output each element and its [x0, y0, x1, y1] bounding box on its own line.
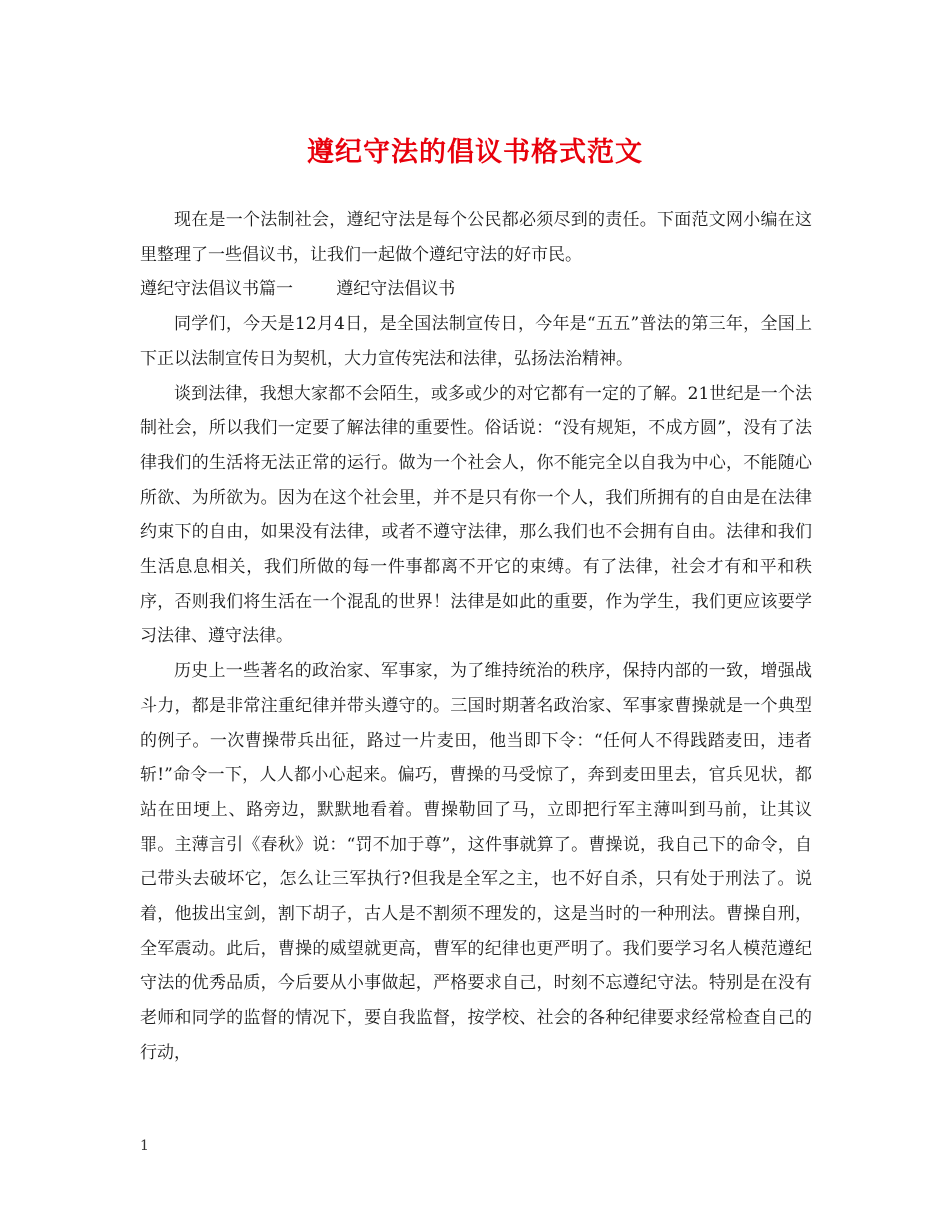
- document-body: [140, 203, 812, 1071]
- section-heading: [140, 272, 812, 307]
- document-title: 遵纪守法的倡议书格式范文: [307, 137, 643, 168]
- section-heading-label: 遵纪守法倡议书篇一: [140, 279, 293, 300]
- section-heading-subtitle: 遵纪守法倡议书: [336, 279, 456, 300]
- body-paragraph: 同学们，今天是12月4日，是全国法制宣传日，今年是“五五”普法的第三年，全国上下正以法制宣传日为契机，大力宣传宪法和法律，弘扬法治精神。: [140, 314, 812, 369]
- page-number: 1: [140, 1138, 149, 1154]
- intro-paragraph: 现在是一个法制社会，遵纪守法是每个公民都必须尽到的责任。下面范文网小编在这里整理了一些倡议书，让我们一起做个遵纪守法的好市民。: [140, 210, 812, 265]
- body-paragraph: 谈到法律，我想大家都不会陌生，或多或少的对它都有一定的了解。21世纪是一个法制社会，所以我们一定要了解法律的重要性。俗话说：“没有规矩，不成方圆”，没有了法律我们的生活将无法正常的运行。做为一个社会人，你不能完全以自我为中心，不能随心所欲、为所欲为。因为在这个社会里，并不是只有你一个人，我们所拥有的自由是在法律约束下的自由，如果没有法律，或者不遵守法律，那么我们也不会拥有自由。法律和我们生活息息相关，我们所做的每一件事都离不开它的束缚。有了法律，社会才有和平和秩序，否则我们将生活在一个混乱的世界！法律是如此的重要，作为学生，我们更应该要学习法律、遵守法律。: [140, 383, 812, 647]
- body-paragraph: 历史上一些著名的政治家、军事家，为了维持统治的秩序，保持内部的一致，增强战斗力，都是非常注重纪律并带头遵守的。三国时期著名政治家、军事家曹操就是一个典型的例子。一次曹操带兵出征，路过一片麦田，他当即下令：“任何人不得践踏麦田，违者斩!”命令一下，人人都小心起来。偏巧，曹操的马受惊了，奔到麦田里去，官兵见状，都站在田埂上、路旁边，默默地看着。曹操勒回了马，立即把行军主薄叫到马前，让其议罪。主薄言引《春秋》说：“罚不加于尊”，这件事就算了。曹操说，我自己下的命令，自己带头去破坏它，怎么让三军执行?但我是全军之主，也不好自杀，只有处于刑法了。说着，他拔出宝剑，割下胡子，古人是不割须不理发的，这是当时的一种刑法。曹操自刑，全军震动。此后，曹操的威望就更高，曹军的纪律也更严明了。我们要学习名人模范遵纪守法的优秀品质，今后要从小事做起，严格要求自己，时刻不忘遵纪守法。特别是在没有老师和同学的监督的情况下，要自我监督，按学校、社会的各种纪律要求经常检查自己的行动，: [140, 661, 812, 1063]
